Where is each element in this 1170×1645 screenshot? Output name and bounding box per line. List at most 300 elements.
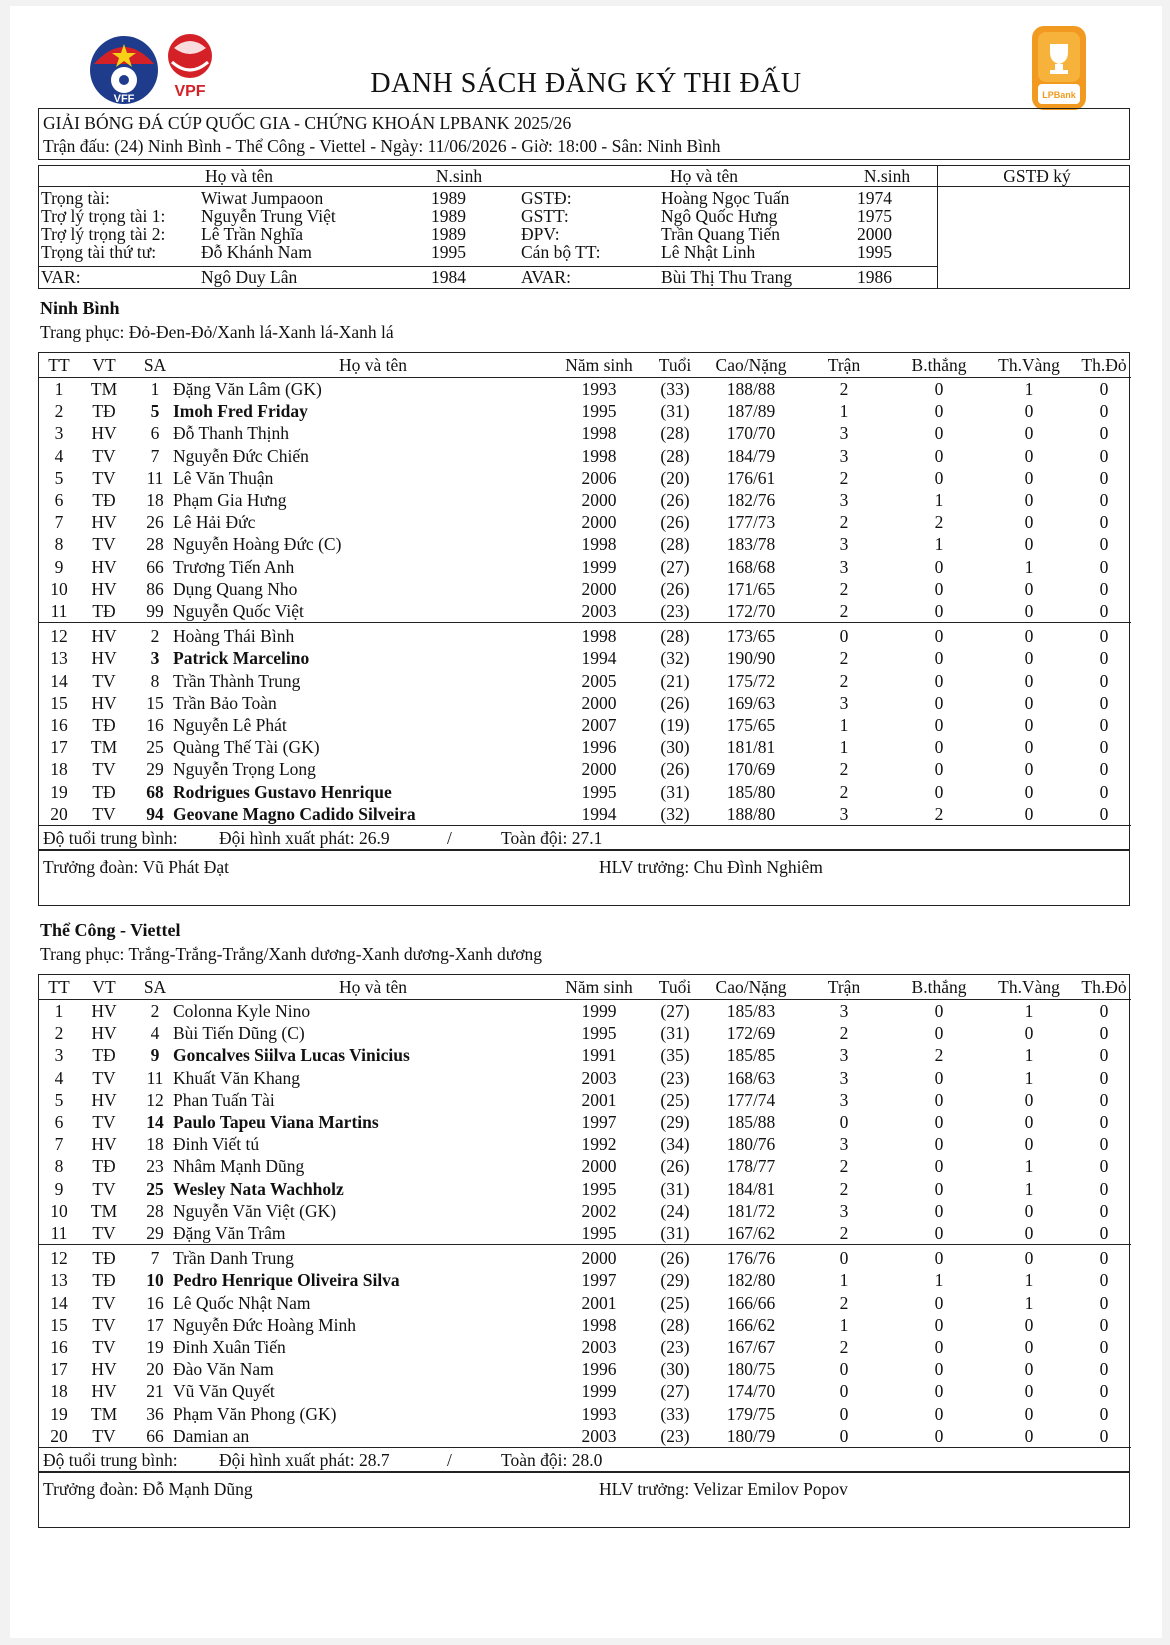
player-row xyxy=(39,1359,1131,1381)
player-tv: 0 xyxy=(1024,781,1034,802)
player-tr: 0 xyxy=(839,1359,849,1380)
player-sa: 16 xyxy=(146,1292,164,1313)
column-header-tr: Trận xyxy=(827,355,861,375)
head-coach: HLV trưởng: Chu Đình Nghiêm xyxy=(599,857,823,877)
player-hw: 187/89 xyxy=(726,401,776,422)
player-age: (30) xyxy=(660,1359,690,1380)
player-vt: TV xyxy=(92,1223,116,1243)
player-row xyxy=(39,759,1131,781)
player-row xyxy=(39,1426,1131,1448)
player-tr: 0 xyxy=(839,1425,849,1446)
player-name: Phạm Gia Hưng xyxy=(173,490,287,510)
player-tr: 1 xyxy=(839,737,849,758)
averages-divider xyxy=(39,1447,1131,1448)
official-name: Bùi Thị Thu Trang xyxy=(661,267,793,287)
column-header-age: Tuổi xyxy=(658,355,692,375)
player-bt: 0 xyxy=(934,1337,944,1357)
player-name: Hoàng Thái Bình xyxy=(173,626,295,647)
player-hw: 176/61 xyxy=(726,467,776,488)
player-row xyxy=(39,1381,1131,1403)
player-row xyxy=(39,1112,1131,1134)
player-tt: 17 xyxy=(50,1359,68,1380)
player-tv: 0 xyxy=(1024,1381,1034,1402)
player-ns: 1998 xyxy=(581,445,617,466)
player-hw: 180/75 xyxy=(726,1359,776,1380)
player-sa: 12 xyxy=(146,1089,164,1110)
player-tr: 3 xyxy=(839,445,849,466)
player-td: 0 xyxy=(1099,715,1109,735)
player-tt: 8 xyxy=(54,1156,64,1177)
player-bt: 0 xyxy=(934,379,944,399)
official-role: Trọng tài thứ tư: xyxy=(41,242,157,262)
player-row xyxy=(39,1045,1131,1067)
player-age: (23) xyxy=(660,1425,690,1446)
official-birth-year: 1995 xyxy=(857,242,892,262)
column-header-hw: Cao/Nặng xyxy=(715,977,787,997)
player-sa: 2 xyxy=(150,626,160,647)
player-age: (24) xyxy=(660,1200,690,1221)
player-name: Vũ Văn Quyết xyxy=(173,1381,275,1402)
player-name: Patrick Marcelino xyxy=(173,648,310,669)
player-ns: 1993 xyxy=(581,1403,617,1424)
player-bt: 0 xyxy=(934,1067,944,1088)
player-tt: 7 xyxy=(54,512,64,533)
player-tt: 17 xyxy=(50,737,68,758)
player-name: Phạm Văn Phong (GK) xyxy=(173,1403,337,1424)
average-age-squad: Toàn đội: 28.0 xyxy=(501,1450,603,1470)
match-info-box xyxy=(38,108,1130,160)
player-row xyxy=(39,693,1131,715)
player-age: (31) xyxy=(660,1023,690,1044)
player-vt: HV xyxy=(91,1023,117,1044)
player-vt: TV xyxy=(92,1425,116,1446)
player-tt: 15 xyxy=(50,692,68,713)
player-vt: HV xyxy=(91,1134,117,1155)
player-bt: 0 xyxy=(934,648,944,669)
player-age: (26) xyxy=(660,512,690,533)
player-hw: 170/70 xyxy=(726,423,776,444)
player-vt: TĐ xyxy=(92,1045,116,1066)
player-age: (27) xyxy=(660,1001,690,1021)
player-sa: 7 xyxy=(150,1248,160,1269)
player-tv: 1 xyxy=(1024,556,1034,577)
player-age: (30) xyxy=(660,737,690,758)
player-sa: 15 xyxy=(146,692,164,713)
player-hw: 188/88 xyxy=(726,379,776,399)
player-ns: 2001 xyxy=(581,1292,617,1313)
player-sa: 25 xyxy=(146,737,164,758)
player-sa: 11 xyxy=(146,467,164,488)
official-role: Trợ lý trọng tài 1: xyxy=(41,206,166,226)
player-row xyxy=(39,401,1131,423)
player-tt: 4 xyxy=(54,1067,64,1088)
player-tr: 2 xyxy=(839,670,849,691)
player-vt: HV xyxy=(91,423,117,444)
official-role: Cán bộ TT: xyxy=(521,242,601,262)
player-ns: 2007 xyxy=(581,715,617,735)
player-td: 0 xyxy=(1099,401,1109,422)
officials-table xyxy=(38,165,1130,289)
official-role: GSTĐ: xyxy=(521,188,572,208)
player-hw: 172/69 xyxy=(726,1023,776,1044)
player-tv: 1 xyxy=(1024,379,1034,399)
player-hw: 167/67 xyxy=(726,1337,776,1357)
column-header-tt: TT xyxy=(48,355,70,375)
player-ns: 1994 xyxy=(581,648,617,669)
player-name: Đặng Văn Lâm (GK) xyxy=(173,379,322,399)
player-row xyxy=(39,782,1131,804)
player-table xyxy=(38,974,1130,1472)
player-ns: 2003 xyxy=(581,1067,617,1088)
player-row xyxy=(39,1201,1131,1223)
player-name: Đào Văn Nam xyxy=(173,1359,274,1380)
player-ns: 1995 xyxy=(581,1023,617,1044)
team-name: Ninh Bình xyxy=(40,298,120,318)
player-ns: 2000 xyxy=(581,692,617,713)
player-row xyxy=(39,804,1131,826)
player-age: (19) xyxy=(660,715,690,735)
player-row xyxy=(39,1023,1131,1045)
player-tv: 0 xyxy=(1024,1023,1034,1044)
player-vt: TĐ xyxy=(92,401,116,422)
player-td: 0 xyxy=(1099,1001,1109,1021)
player-tv: 0 xyxy=(1024,490,1034,510)
player-ns: 1998 xyxy=(581,534,617,555)
player-vt: TĐ xyxy=(92,1156,116,1177)
match-details: Trận đấu: (24) Ninh Bình - Thể Công - Viettel - Ngày: 11/06/2026 - Giờ: 18:00 - Sân: Ninh Bình xyxy=(43,136,721,156)
team-name: Thể Công - Viettel xyxy=(40,920,181,940)
player-tv: 0 xyxy=(1024,467,1034,488)
player-bt: 0 xyxy=(934,1359,944,1380)
player-bt: 0 xyxy=(934,401,944,422)
official-birth-year: 1989 xyxy=(431,188,466,208)
player-tr: 3 xyxy=(839,1067,849,1088)
player-hw: 168/63 xyxy=(726,1067,776,1088)
player-sa: 6 xyxy=(150,423,160,444)
player-age: (34) xyxy=(660,1134,690,1155)
player-sa: 14 xyxy=(146,1112,164,1132)
player-vt: HV xyxy=(91,692,117,713)
player-ns: 2003 xyxy=(581,601,617,621)
official-birth-year: 1989 xyxy=(431,206,466,226)
player-hw: 173/65 xyxy=(726,626,776,647)
player-tt: 11 xyxy=(50,1223,68,1243)
player-name: Bùi Tiến Dũng (C) xyxy=(173,1023,305,1044)
player-td: 0 xyxy=(1099,1067,1109,1088)
player-tv: 0 xyxy=(1024,737,1034,758)
player-age: (28) xyxy=(660,1314,690,1335)
player-tr: 3 xyxy=(839,1045,849,1066)
player-name: Nguyễn Đức Hoàng Minh xyxy=(173,1314,356,1335)
player-bt: 0 xyxy=(934,467,944,488)
svg-text:VPF: VPF xyxy=(174,83,206,100)
player-ns: 1995 xyxy=(581,1178,617,1199)
player-td: 0 xyxy=(1099,1200,1109,1221)
player-row xyxy=(39,1337,1131,1359)
player-sa: 2 xyxy=(150,1001,160,1021)
player-tr: 0 xyxy=(839,626,849,647)
player-hw: 181/81 xyxy=(726,737,776,758)
player-tt: 3 xyxy=(54,423,64,444)
table-header-row xyxy=(39,977,1131,999)
player-row xyxy=(39,1068,1131,1090)
player-hw: 174/70 xyxy=(726,1381,776,1402)
player-hw: 166/62 xyxy=(726,1314,776,1335)
player-tt: 14 xyxy=(50,1292,68,1313)
player-ns: 2003 xyxy=(581,1337,617,1357)
player-tv: 0 xyxy=(1024,601,1034,621)
player-td: 0 xyxy=(1099,803,1109,824)
player-tt: 10 xyxy=(50,1200,68,1221)
player-td: 0 xyxy=(1099,648,1109,669)
player-td: 0 xyxy=(1099,556,1109,577)
official-role: VAR: xyxy=(41,267,81,287)
player-bt: 2 xyxy=(934,1045,944,1066)
player-name: Đinh Xuân Tiến xyxy=(173,1337,286,1357)
player-tt: 8 xyxy=(54,534,64,555)
player-row xyxy=(39,1001,1131,1023)
team-staff-box xyxy=(38,850,1130,906)
player-tv: 0 xyxy=(1024,648,1034,669)
player-tv: 0 xyxy=(1024,1359,1034,1380)
official-role: Trợ lý trọng tài 2: xyxy=(41,224,166,244)
player-bt: 0 xyxy=(934,1314,944,1335)
starters-subs-divider xyxy=(39,622,1131,623)
player-row xyxy=(39,1404,1131,1426)
player-name: Colonna Kyle Nino xyxy=(173,1001,311,1021)
official-birth-year: 2000 xyxy=(857,224,892,244)
player-vt: HV xyxy=(91,578,117,599)
player-hw: 166/66 xyxy=(726,1292,776,1313)
player-vt: TV xyxy=(92,467,116,488)
average-age-separator: / xyxy=(447,1450,452,1470)
player-vt: TĐ xyxy=(92,1248,116,1269)
officials-header-name: Họ và tên xyxy=(204,166,274,186)
player-row xyxy=(39,737,1131,759)
player-row xyxy=(39,1156,1131,1178)
player-age: (31) xyxy=(660,781,690,802)
team-kit: Trang phục: Trắng-Trắng-Trắng/Xanh dương-Xanh dương-Xanh dương xyxy=(40,944,542,964)
player-tt: 18 xyxy=(50,1381,68,1402)
official-role: GSTT: xyxy=(521,206,569,226)
player-ns: 2003 xyxy=(581,1425,617,1446)
player-hw: 175/65 xyxy=(726,715,776,735)
player-vt: HV xyxy=(91,626,117,647)
player-tr: 1 xyxy=(839,401,849,422)
player-row xyxy=(39,1090,1131,1112)
player-age: (31) xyxy=(660,1178,690,1199)
column-header-ns: Năm sinh xyxy=(565,977,633,997)
player-bt: 2 xyxy=(934,512,944,533)
average-age-starting: Đội hình xuất phát: 28.7 xyxy=(219,1450,390,1470)
player-tv: 1 xyxy=(1024,1045,1034,1066)
average-age-separator: / xyxy=(447,828,452,848)
player-row xyxy=(39,1223,1131,1245)
player-age: (25) xyxy=(660,1089,690,1110)
player-tr: 2 xyxy=(839,1223,849,1243)
column-header-name: Họ và tên xyxy=(338,355,408,375)
player-td: 0 xyxy=(1099,1337,1109,1357)
column-header-vt: VT xyxy=(92,977,116,997)
official-name: Đỗ Khánh Nam xyxy=(201,242,312,262)
player-vt: HV xyxy=(91,512,117,533)
player-hw: 169/63 xyxy=(726,692,776,713)
player-vt: TV xyxy=(92,445,116,466)
player-vt: TM xyxy=(90,1200,118,1221)
player-sa: 7 xyxy=(150,445,160,466)
player-tr: 2 xyxy=(839,601,849,621)
player-hw: 184/81 xyxy=(726,1178,776,1199)
average-age-squad: Toàn đội: 27.1 xyxy=(501,828,603,848)
player-bt: 0 xyxy=(934,1200,944,1221)
player-hw: 171/65 xyxy=(726,578,776,599)
player-bt: 2 xyxy=(934,803,944,824)
player-name: Nguyễn Lê Phát xyxy=(173,715,287,735)
player-td: 0 xyxy=(1099,578,1109,599)
official-name: Trần Quang Tiến xyxy=(661,224,780,244)
player-ns: 1996 xyxy=(581,1359,617,1380)
player-vt: TV xyxy=(92,1292,116,1313)
player-hw: 167/62 xyxy=(726,1223,776,1243)
player-tv: 0 xyxy=(1024,578,1034,599)
player-sa: 18 xyxy=(146,490,164,510)
player-name: Nguyễn Hoàng Đức (C) xyxy=(173,534,342,555)
player-tt: 6 xyxy=(54,490,64,510)
officials-header-birth-2: N.sinh xyxy=(863,166,911,186)
player-bt: 0 xyxy=(934,601,944,621)
player-name: Wesley Nata Wachholz xyxy=(173,1178,344,1199)
player-sa: 10 xyxy=(146,1270,164,1291)
player-ns: 2005 xyxy=(581,670,617,691)
player-bt: 0 xyxy=(934,737,944,758)
player-tr: 2 xyxy=(839,578,849,599)
player-age: (26) xyxy=(660,692,690,713)
player-name: Đỗ Thanh Thịnh xyxy=(173,423,290,444)
player-sa: 66 xyxy=(146,556,164,577)
player-tv: 0 xyxy=(1024,1134,1034,1155)
player-tt: 20 xyxy=(50,803,68,824)
player-row xyxy=(39,1315,1131,1337)
player-ns: 2000 xyxy=(581,578,617,599)
player-td: 0 xyxy=(1099,1223,1109,1243)
player-sa: 94 xyxy=(146,803,164,824)
player-row xyxy=(39,1134,1131,1156)
team-manager: Trưởng đoàn: Vũ Phát Đạt xyxy=(43,857,229,877)
player-sa: 36 xyxy=(146,1403,164,1424)
official-name: Lê Trần Nghĩa xyxy=(201,224,304,244)
player-sa: 9 xyxy=(150,1045,160,1066)
official-role: Trọng tài: xyxy=(41,188,110,208)
player-name: Quàng Thế Tài (GK) xyxy=(173,737,320,758)
player-tv: 1 xyxy=(1024,1156,1034,1177)
svg-text:VFF: VFF xyxy=(113,93,135,105)
player-tv: 0 xyxy=(1024,626,1034,647)
player-sa: 3 xyxy=(150,648,160,669)
player-age: (29) xyxy=(660,1270,690,1291)
player-td: 0 xyxy=(1099,670,1109,691)
player-tv: 0 xyxy=(1024,1314,1034,1335)
player-sa: 86 xyxy=(146,578,164,599)
player-row xyxy=(39,1179,1131,1201)
player-hw: 177/74 xyxy=(726,1089,776,1110)
player-ns: 2000 xyxy=(581,512,617,533)
player-bt: 0 xyxy=(934,1425,944,1446)
player-age: (23) xyxy=(660,1337,690,1357)
player-bt: 0 xyxy=(934,692,944,713)
player-ns: 1997 xyxy=(581,1112,617,1132)
player-vt: TV xyxy=(92,759,116,780)
official-birth-year: 1975 xyxy=(857,206,892,226)
player-tr: 2 xyxy=(839,759,849,780)
player-tr: 2 xyxy=(839,1156,849,1177)
player-age: (26) xyxy=(660,1156,690,1177)
player-tv: 1 xyxy=(1024,1292,1034,1313)
player-tt: 13 xyxy=(50,1270,68,1291)
official-role: ĐPV: xyxy=(521,224,560,244)
player-sa: 16 xyxy=(146,715,164,735)
player-tr: 2 xyxy=(839,467,849,488)
player-tv: 0 xyxy=(1024,1337,1034,1357)
player-tr: 0 xyxy=(839,1381,849,1402)
player-hw: 185/85 xyxy=(726,1045,776,1066)
player-tr: 3 xyxy=(839,423,849,444)
player-tr: 3 xyxy=(839,1134,849,1155)
player-tt: 12 xyxy=(50,1248,68,1269)
player-bt: 0 xyxy=(934,1223,944,1243)
player-vt: TĐ xyxy=(92,781,116,802)
player-bt: 0 xyxy=(934,556,944,577)
column-header-bt: B.thắng xyxy=(911,355,967,375)
player-age: (32) xyxy=(660,803,690,824)
player-sa: 21 xyxy=(146,1381,164,1402)
official-name: Hoàng Ngọc Tuấn xyxy=(661,188,790,208)
starters-subs-divider xyxy=(39,1244,1131,1245)
player-row xyxy=(39,579,1131,601)
player-tv: 0 xyxy=(1024,445,1034,466)
player-age: (28) xyxy=(660,626,690,647)
player-hw: 184/79 xyxy=(726,445,776,466)
officials-header-name-2: Họ và tên xyxy=(669,166,739,186)
player-vt: HV xyxy=(91,1001,117,1021)
player-name: Nhâm Mạnh Dũng xyxy=(173,1156,305,1177)
player-vt: TV xyxy=(92,534,116,555)
player-tt: 19 xyxy=(50,1403,68,1424)
player-vt: TM xyxy=(90,1403,118,1424)
player-name: Nguyễn Trọng Long xyxy=(173,759,316,780)
player-td: 0 xyxy=(1099,1314,1109,1335)
player-bt: 0 xyxy=(934,626,944,647)
player-td: 0 xyxy=(1099,490,1109,510)
player-sa: 28 xyxy=(146,534,164,555)
team-staff-box xyxy=(38,1472,1130,1528)
player-tr: 2 xyxy=(839,648,849,669)
player-tv: 1 xyxy=(1024,1270,1034,1291)
player-td: 0 xyxy=(1099,601,1109,621)
official-birth-year: 1995 xyxy=(431,242,466,262)
player-tv: 0 xyxy=(1024,759,1034,780)
player-td: 0 xyxy=(1099,1178,1109,1199)
player-tr: 3 xyxy=(839,1200,849,1221)
player-name: Trần Thành Trung xyxy=(173,670,301,691)
svg-text:LPBank: LPBank xyxy=(1042,90,1076,100)
player-name: Nguyễn Văn Việt (GK) xyxy=(173,1200,337,1221)
player-name: Geovane Magno Cadido Silveira xyxy=(173,803,416,824)
player-tr: 3 xyxy=(839,556,849,577)
player-sa: 4 xyxy=(150,1023,160,1044)
player-name: Nguyễn Đức Chiến xyxy=(173,445,309,466)
player-vt: TM xyxy=(90,737,118,758)
official-name: Ngô Quốc Hưng xyxy=(661,206,778,226)
